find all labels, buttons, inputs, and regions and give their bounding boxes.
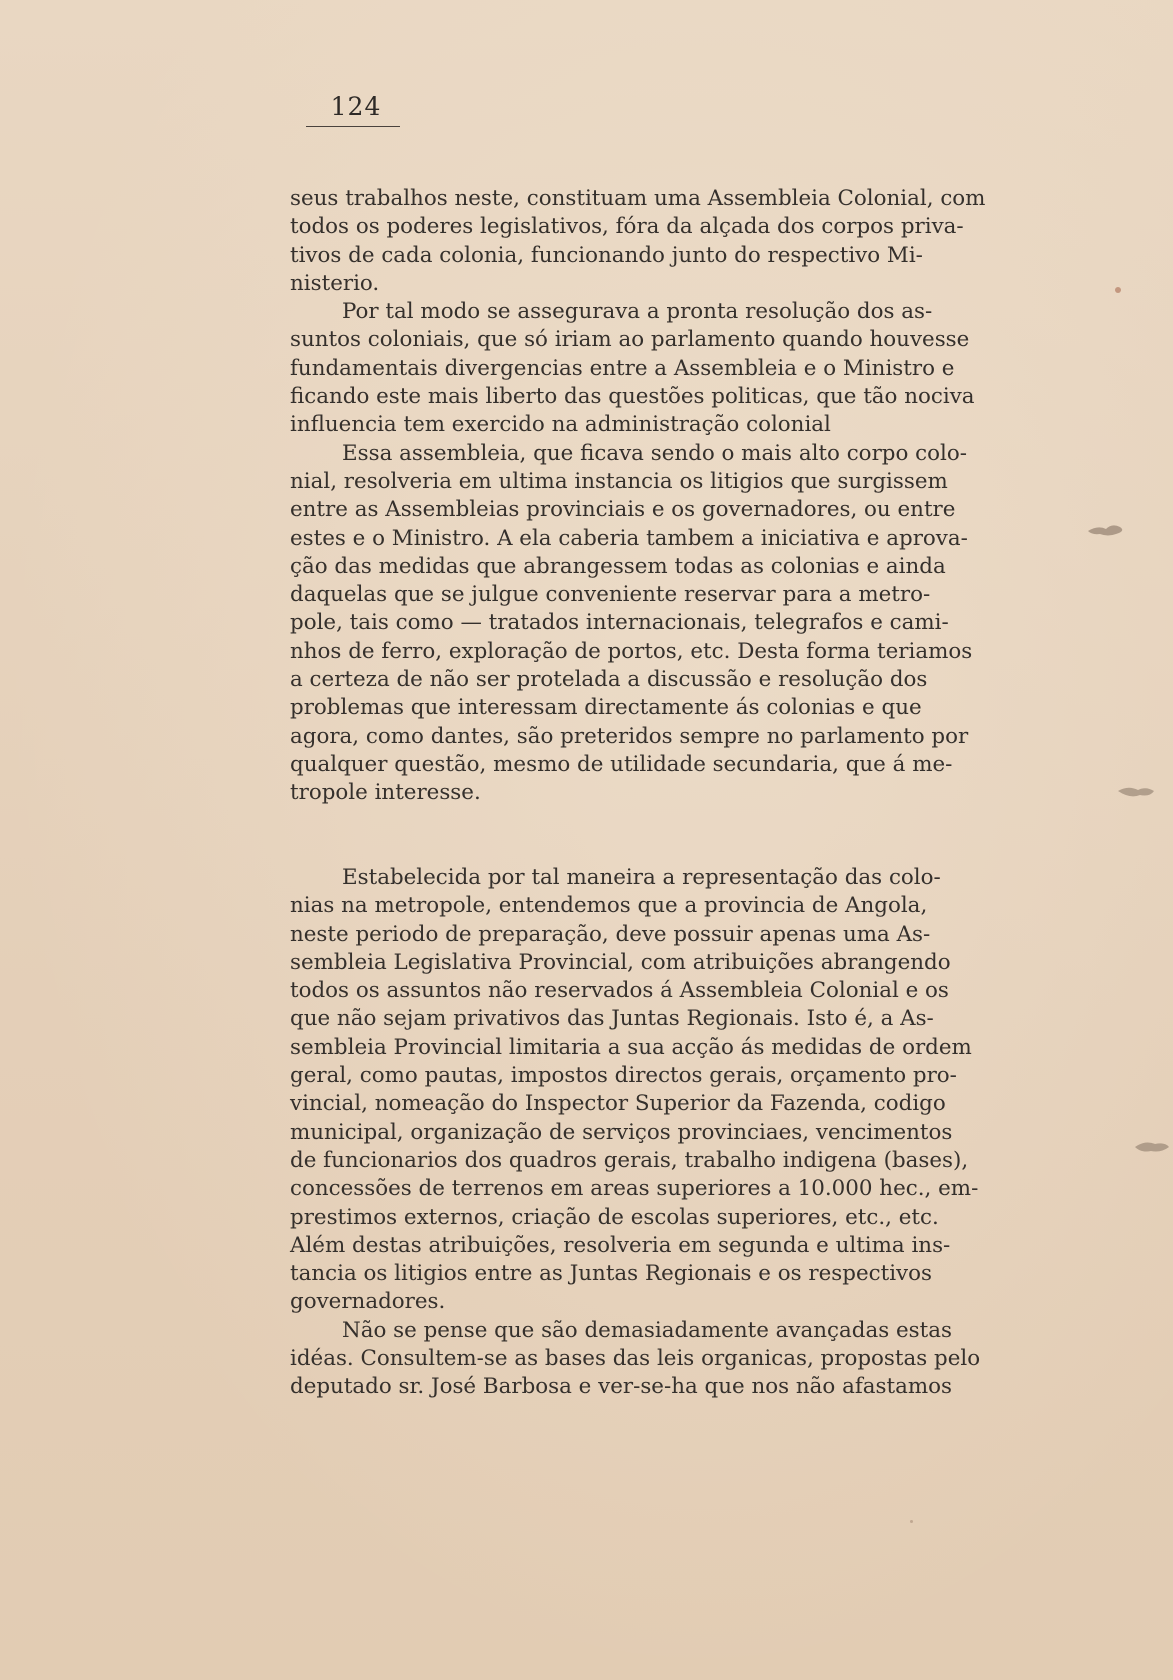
text-line: nias na metropole, entendemos que a provincia de Angola, [290, 893, 928, 919]
text-line: tropole interesse. [290, 780, 481, 806]
text-line: vincial, nomeação do Inspector Superior da Fazenda, codigo [290, 1091, 946, 1117]
ink-blot-mark [1086, 519, 1128, 541]
text-line: governadores. [290, 1289, 446, 1315]
text-line: pole, tais como — tratados internacionais, telegrafos e cami- [290, 610, 949, 636]
text-line: prestimos externos, criação de escolas superiores, etc., etc. [290, 1204, 939, 1230]
text-line: que não sejam privativos das Juntas Regionais. Isto é, a As- [290, 1006, 934, 1032]
text-block-bottom [290, 864, 1020, 1402]
text-line: qualquer questão, mesmo de utilidade secundaria, que á me- [290, 751, 953, 777]
text-line: nial, resolveria em ultima instancia os litigios que surgissem [290, 468, 948, 494]
ink-blot-mark [1131, 1136, 1173, 1158]
text-line: a certeza de não ser protelada a discussão e resolução dos [290, 667, 928, 693]
text-line: estes e o Ministro. A ela caberia tambem a iniciativa e aprova- [290, 525, 968, 551]
text-line: todos os assuntos não reservados á Assembleia Colonial e os [290, 978, 949, 1004]
page-number: 124 [330, 92, 382, 121]
text-block-top [290, 185, 1020, 808]
text-line: fundamentais divergencias entre a Assembleia e o Ministro e [290, 355, 955, 381]
paper-spot [1115, 287, 1121, 293]
text-line: sembleia Provincial limitaria a sua acção ás medidas de ordem [290, 1034, 972, 1060]
text-line: idéas. Consultem-se as bases das leis organicas, propostas pelo [290, 1346, 981, 1372]
text-line: Essa assembleia, que ficava sendo o mais alto corpo colo- [342, 440, 967, 466]
text-line: entre as Assembleias provinciais e os governadores, ou entre [290, 497, 956, 523]
text-line: tivos de cada colonia, funcionando junto do respectivo Mi- [290, 242, 923, 268]
text-line: suntos coloniais, que só iriam ao parlamento quando houvesse [290, 327, 970, 353]
text-line: Além destas atribuições, resolveria em segunda e ultima ins- [290, 1232, 951, 1258]
text-line: neste periodo de preparação, deve possuir apenas uma As- [290, 921, 931, 947]
text-line: Por tal modo se assegurava a pronta resolução dos as- [342, 299, 933, 325]
paragraph [290, 185, 1020, 298]
text-line: todos os poderes legislativos, fóra da alçada dos corpos priva- [290, 214, 964, 240]
text-line: nhos de ferro, exploração de portos, etc. Desta forma teriamos [290, 638, 973, 664]
text-line: daquelas que se julgue conveniente reservar para a metro- [290, 582, 931, 608]
text-line: sembleia Legislativa Provincial, com atribuições abrangendo [290, 949, 951, 975]
text-line: problemas que interessam directamente ás colonias e que [290, 695, 922, 721]
text-line: nisterio. [290, 270, 380, 296]
text-line: ficando este mais liberto das questões politicas, que tão nociva [290, 384, 975, 410]
text-line: Estabelecida por tal maneira a representação das colo- [342, 865, 941, 890]
text-line: municipal, organização de serviços provinciaes, vencimentos [290, 1119, 953, 1145]
text-line: geral, como pautas, impostos directos gerais, orçamento pro- [290, 1063, 957, 1089]
ink-blot-mark [1116, 781, 1158, 803]
text-line: de funcionarios dos quadros gerais, trabalho indigena (bases), [290, 1147, 969, 1173]
text-line: Não se pense que são demasiadamente avançadas estas [342, 1317, 952, 1343]
text-line: deputado sr. José Barbosa e ver-se-ha que nos não afastamos [290, 1374, 952, 1400]
paragraph [290, 440, 1020, 808]
text-line: concessões de terrenos em areas superiores a 10.000 hec., em- [290, 1176, 979, 1202]
page-number-rule [306, 126, 400, 127]
text-line: ção das medidas que abrangessem todas as colonias e ainda [290, 553, 946, 579]
text-line: seus trabalhos neste, constituam uma Assembleia Colonial, com [290, 186, 986, 211]
paragraph [290, 1317, 1020, 1402]
text-line: agora, como dantes, são preteridos sempre no parlamento por [290, 723, 969, 749]
paragraph [290, 864, 1020, 1317]
text-line: tancia os litigios entre as Juntas Regionais e os respectivos [290, 1261, 932, 1287]
text-line: influencia tem exercido na administração colonial [290, 412, 831, 438]
paragraph [290, 298, 1020, 439]
paper-spot [910, 1520, 913, 1523]
